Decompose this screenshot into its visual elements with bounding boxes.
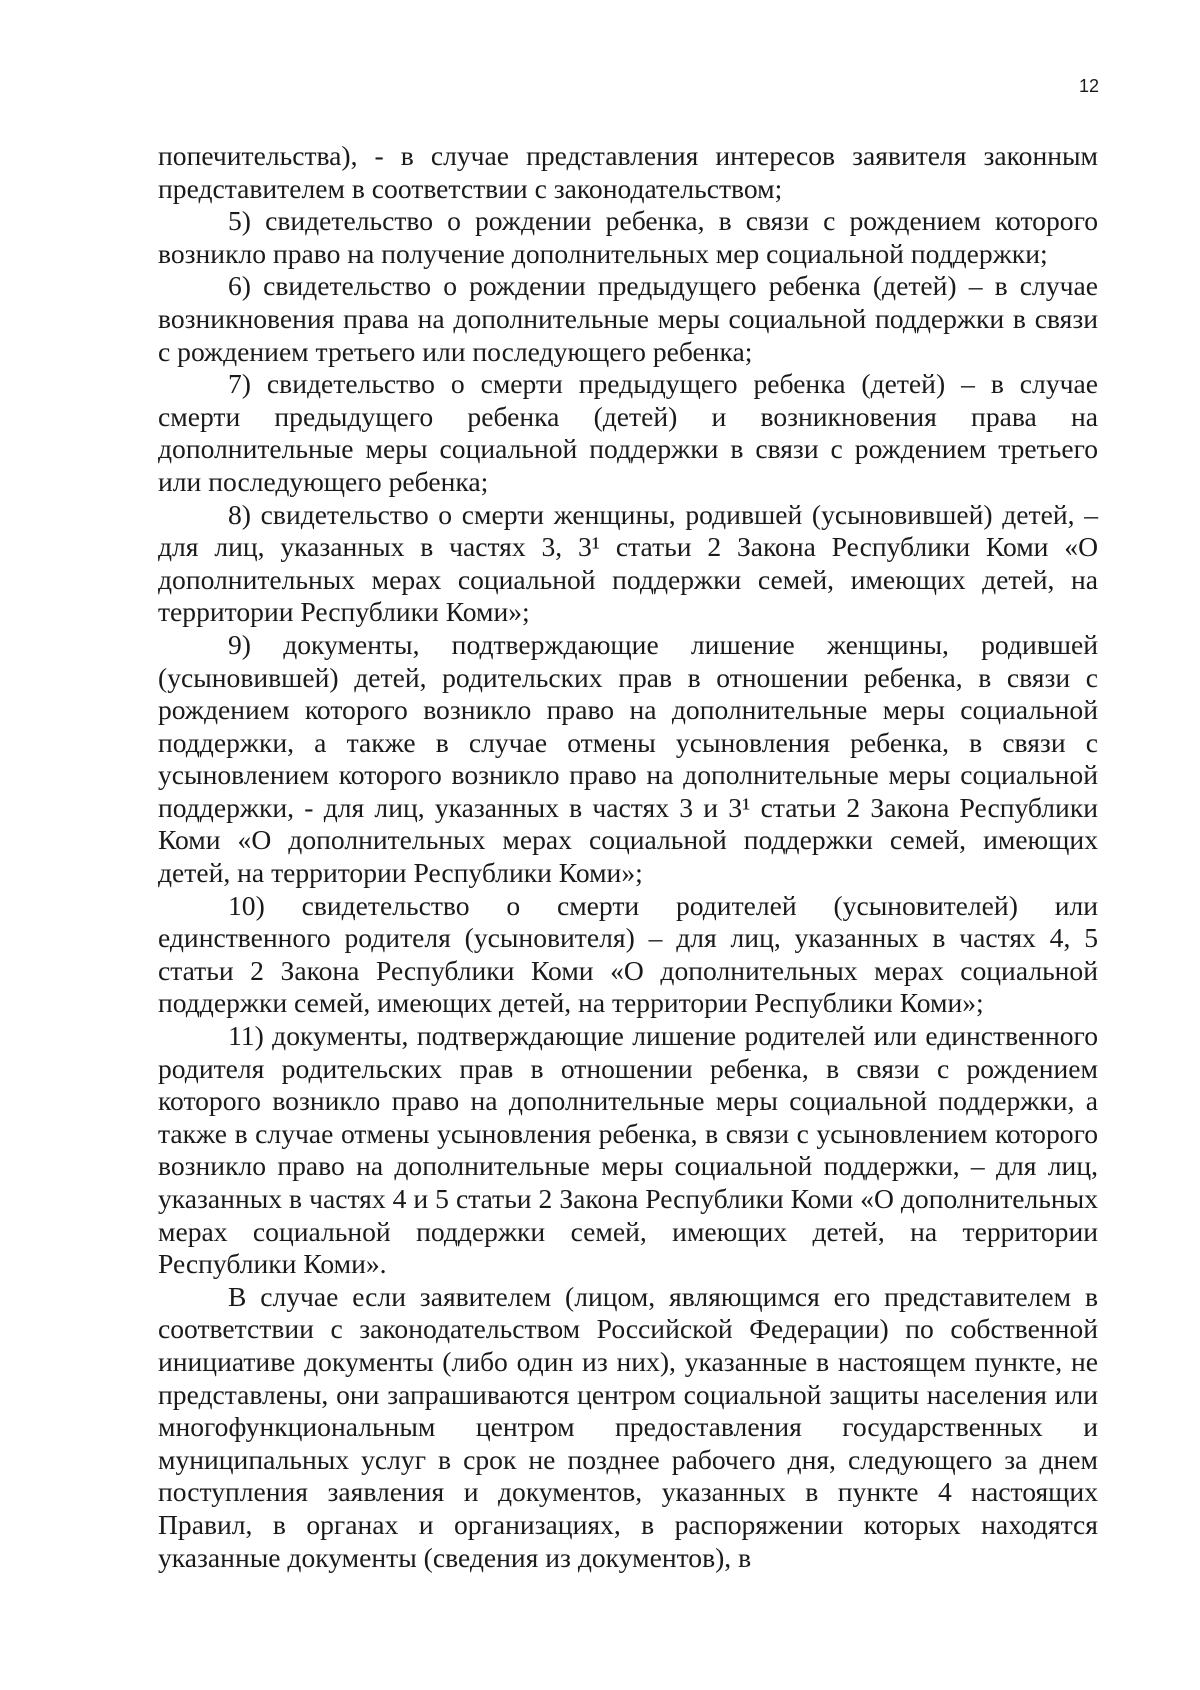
- paragraph-continuation: попечительства), - в случае представления интересов заявителя законным представителем в соответствии с законодательством;: [158, 140, 1098, 204]
- list-item-9: 9) документы, подтверждающие лишение женщины, родившей (усыновившей) детей, родительских прав в отношении ребенка, в связи с рождением которого возникло право на дополнительные меры социальной поддержки, а также в случае отмены усыновления ребенка, в связи с усыновлением которого возникло право на дополнительные меры социальной поддержки, - для лиц, указанных в частях 3 и 3¹ статьи 2 Закона Республики Коми «О дополнительных мерах социальной поддержки семей, имеющих детей, на территории Республики Коми»;: [158, 628, 1098, 889]
- list-item-7: 7) свидетельство о смерти предыдущего ребенка (детей) – в случае смерти предыдущего ребенка (детей) и возникновения права на дополнительные меры социальной поддержки в связи с рождением третьего или последующего ребенка;: [158, 368, 1098, 497]
- list-item-11: 11) документы, подтверждающие лишение родителей или единственного родителя родительских прав в отношении ребенка, в связи с рождением которого возникло право на дополнительные меры социальной поддержки, а также в случае отмены усыновления ребенка, в связи с усыновлением которого возникло право на дополнительные меры социальной поддержки, – для лиц, указанных в частях 4 и 5 статьи 2 Закона Республики Коми «О дополнительных мерах социальной поддержки семей, имеющих детей, на территории Республики Коми».: [158, 1020, 1098, 1280]
- list-item-5: 5) свидетельство о рождении ребенка, в связи с рождением которого возникло право на получение дополнительных мер социальной поддержки;: [158, 205, 1098, 269]
- document-body: [158, 140, 1098, 1574]
- list-item-10: 10) свидетельство о смерти родителей (усыновителей) или единственного родителя (усыновителя) – для лиц, указанных в частях 4, 5 статьи 2 Закона Республики Коми «О дополнительных мерах социальной поддержки семей, имеющих детей, на территории Республики Коми»;: [158, 889, 1098, 1019]
- list-item-6: 6) свидетельство о рождении предыдущего ребенка (детей) – в случае возникновения права на дополнительные меры социальной поддержки в связи с рождением третьего или последующего ребенка;: [158, 270, 1098, 367]
- page-number: 12: [1078, 76, 1099, 96]
- list-item-8: 8) свидетельство о смерти женщины, родившей (усыновившей) детей, – для лиц, указанных в частях 3, 3¹ статьи 2 Закона Республики Коми «О дополнительных мерах социальной поддержки семей, имеющих детей, на территории Республики Коми»;: [158, 498, 1098, 628]
- paragraph-final: В случае если заявителем (лицом, являющимся его представителем в соответствии с законодательством Российской Федерации) по собственной инициативе документы (либо один из них), указанные в настоящем пункте, не представлены, они запрашиваются центром социальной защиты населения или многофункциональным центром предоставления государственных и муниципальных услуг в срок не позднее рабочего дня, следующего за днем поступления заявления и документов, указанных в пункте 4 настоящих Правил, в органах и организациях, в распоряжении которых находятся указанные документы (сведения из документов), в: [158, 1280, 1098, 1573]
